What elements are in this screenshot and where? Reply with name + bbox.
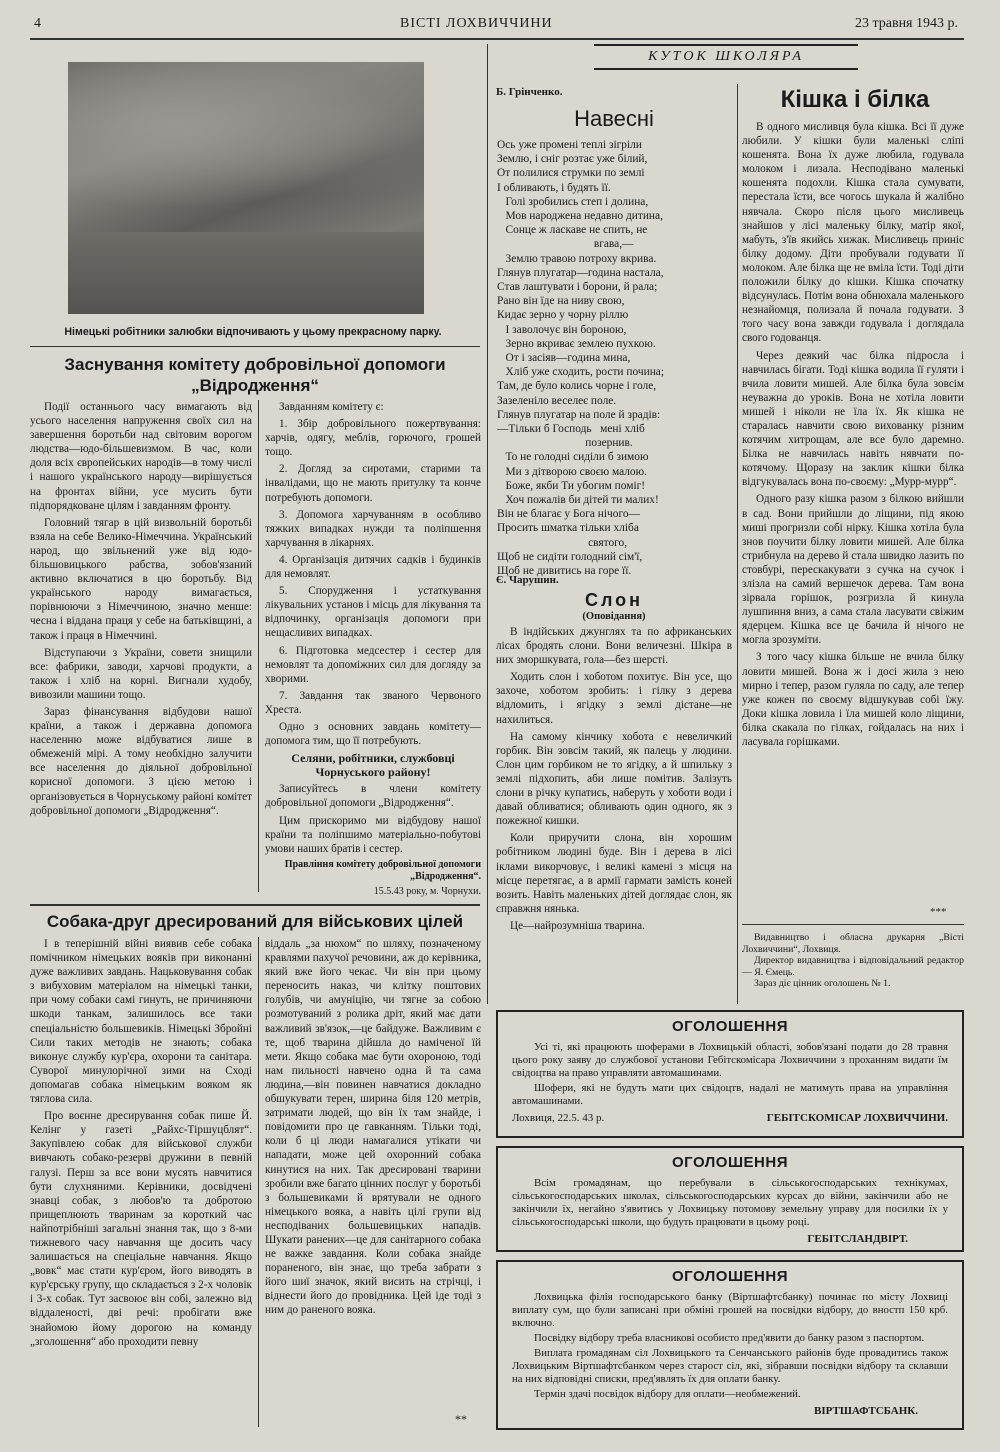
announcement-paragraph: Посвідку відбору треба власникові особисто пред'явити до банку разом з паспортом. [534,1332,925,1344]
task-item: 2. Догляд за сиротами, старими та інвалідами, що не мають притулку та конче потребують допомоги. [265,463,481,504]
poem-line: Він не благає у Бога нічого— [497,508,640,521]
poem-line: позернив. [497,437,633,450]
committee-appeal-text: Записуйтесь в члени комітету добровільної допомоги „Відродження“. [265,783,481,810]
poem-line: От і засіяв—година мина, [497,352,631,365]
poem-line: Боже, якби Ти убогим поміг! [497,479,646,492]
poem-line: Ось уже промені теплі зігріли [497,139,642,151]
committee-signature: Правління комітету добровільної допомоги „Відродження“. [284,858,481,882]
dog-paragraph: І в теперішній війні виявив себе собака помічником німецьких вояків при виконанні дуже важливих завдань. Нацьковування собак з вибуховим матеріалом на німецькі танки, при чому собаки самі гинуть, не причиняючи шкоди танкам, залишилось все таки спеціальністю большевиків. Німецькі Збройні Сили таких методів не знають; собака виконує службу кур'єра, охорони та санітара. Суворої минулорічної зими на Сході допомагав собака німецьким вояком як тяглова сила. [30,938,252,1106]
poem-line: І заволочує він бороною, [497,323,627,336]
poem-line: Кидає зерно у чорну ріллю [497,309,629,322]
announcement-signature: ВІРТШАФТСБАНК. [814,1405,918,1417]
poem-line: Хоч пожалів би дітей ти малих! [497,494,659,507]
committee-appeal: Селяни, робітники, службовці Чорнуського району! [291,751,455,780]
dog-title: Собака-друг дресирований для військових цілей [46,912,464,931]
imprint-rule [742,924,964,925]
photo-caption: Німецькі робітники залюбки відпочивають у цьому прекрасному парку. [64,326,442,338]
poem-line: Хліб уже сходить, рости починa; [497,366,665,379]
school-banner-text: КУТОК ШКОЛЯРА [648,49,804,64]
poem-line: святого, [497,536,628,549]
park-photo [68,62,424,314]
poem-line: Там, де було колись чорне і голе, [497,380,657,393]
header-rule [30,38,964,40]
poem-line: От полилися струмки по землі [497,167,645,180]
poem-line: Глянув плугатар на поле й зрадів: [497,408,661,421]
poem-line: Ми з дітворою своєю малою. [497,465,647,478]
committee-appeal-text2: Цим прискоримо ми відбудову нашої країни та поліпшимо матеріально-побутові умови наших братів і сестер. [265,814,481,855]
column-divider-main [487,44,488,1004]
committee-paragraph: Головний тягар в цій визвольній боротьбі взяла на себе Велико-Німеччина. Український народ, що звільнений уже від юдо-більшовицького рабства, зобов'язаний активно включатися в цю боротьбу. Від українського народу вимагається, порівнюючи з Німеччиною, значно менше: чесна і віддана праця у себе на батьківщині, а також і праця в Німеччині. [30,516,252,642]
announcement-title: ОГОЛОШЕННЯ [672,1268,788,1285]
committee-title: Заснування комітету добровільної допомоги [64,355,446,374]
announcement-signature: ГЕБІТСКОМІСАР ЛОХВИЧЧИНИ. [766,1112,948,1124]
photo-lawn [68,232,424,314]
announcement-footer [512,1405,948,1417]
announcement-title: ОГОЛОШЕННЯ [672,1018,788,1035]
elephant-paragraph: Ходить слон і хоботом похитує. Він усе, що захоче, хоботом зробить: і гілку з дерева відломить, і ягідку з землі дістане—не нахилиться. [496,671,732,726]
page-header [30,14,962,38]
committee-left-column [30,400,252,821]
committee-column-divider [258,400,259,892]
poem-line: Щоб не дивитись на горе її. [497,565,632,578]
dog-column-divider [258,937,259,1427]
announcement-signature: ГЕБІТСЛАНДВІРТ. [807,1233,908,1245]
newspaper-title: ВІСТІ ЛОХВИЧЧИНИ [400,16,553,31]
task-item: 1. Збір добровільного пожертвування: харчів, одягу, меблів, горючого, грошей тощо. [265,418,481,459]
elephant-body [496,625,732,936]
cat-stars: *** [930,906,947,918]
poem-line: Голі зробились степ і долина, [497,195,649,208]
task-item: 6. Підготовка медсестер і сестер для немовлят та допоміжних сил для догляду за хворими. [265,644,481,685]
poem-line: І обливають, і будять її. [497,181,611,194]
committee-closing: Одно з основних завдань комітету—допомога тим, що її потребують. [265,720,481,748]
announcement-body [512,1291,948,1401]
poem-line: Просить шматка тільки хліба [497,522,639,535]
cat-paragraph: Одного разу кішка разом з білкою вийшли в сад. Вони прийшли до ліщини, під якою миші прогризли собі нірку. Кішка хотіла була знов поучити білку ловити мишей. Але білка стрибнула на дерево й стала швидко лазить по стовбурі, перескакувати з сучка на сучок і злізла на самий вершечок дерева. Там вона зірвала горішок, розгризла й кинула лушпиння вниз, а сама стала ласувати свіжим ядерцем. Кішка все це бачила й нічого не могла зрозуміти. [742,493,964,647]
dog-right-column [265,937,481,1321]
announcement-paragraph: Виплата громадянам сіл Лохвицького та Сенчанського районів буде провадитись також Лохвицьким Віртшафтсбанком через старост сіл, які, зібравши посвідки відбору та склавши на них відповідні списки, пред'являть їх для оплати банку. [512,1347,948,1385]
cat-paragraph: З того часу кішка більше не вчила білку ловити мишей. Вона ж і досі жила з нею мирно і тепер, разом гуляла по саду, але тепер уже кожен по своєму відшукував собі їжу. Доки кішка ловила і їла мишей коло ліщини, білка скакала по гілках, гойдалась на них і ласувала горішками. [742,651,964,749]
issue-date: 23 травня 1943 р. [854,16,958,31]
poem-line: Рано він їде на ниву свою, [497,295,625,308]
poem-line: Щоб не сидіти голодний сім'ї, [497,550,643,563]
committee-bottom-rule [30,904,480,906]
poem-line: Сонце ж ласкаве не спить, не [497,224,648,237]
poem-line: —Тільки б Господь мені хліб [497,423,645,436]
poem-title: Навесні [574,106,654,131]
elephant-title: Слон [584,590,644,610]
cat-paragraph: Через деякий час білка підросла і навчилась бігати. Тоді кішка водила її гуляти і вчила ловити мишей. Але білка була зовсім неуважна до уроків. Вона не хотіла ловити мишей і ніколи не їла їх. Як кішка не старалась навчити свою вихованку різним котячим хитрощам, але все було даремно. Білка не навчилась навіть нявчати по-котячому. Щоразу на заклик кішки білка відгукувалась вона по-своєму: „Мурр-мурр“. [742,349,964,489]
committee-title-name: „Відродження“ [191,376,319,395]
poem-line: Зерно вкриває землею пухкою. [497,337,656,350]
dog-paragraph: Про воєнне дресирування собак пише Й. Келінг у газеті „Райхс-Тіршуцблят“. Закупівлею собак для військової служби вивчають собако-резерві дружини в певній галузі. Перш за все вони мусять навчитися бути слухняними. Керівники, досвідчені знавці собак, з любов'ю та добротою прищеплюють тваринам за короткий час найпотрібніші загальні знання так, що з 8-ми тижневого часу навчання ще досить часу залишається на спеціальне навчання. Якщо „вовк“ має стати кур'єром, його виводять в кур'єрську групу, що складається з 2-х чоловік і 3-х собак. Тут засвоює він собі, залежно від віддаленості, дві речі: пробігати вже знайомою йому дорогою на команду „зголошення“ або проходити певну [30,1110,252,1348]
committee-paragraph: Зараз фінансування відбудови нашої країни, а також і державна допомога населенню може відбуватися лише в обмеженій мірі. А тому необхідно залучити все населення до діяльної добровільної корисної допомоги. З цією метою і організовується в Чорнуському районі комітет добровільної допомоги „Відродження“. [30,705,252,817]
task-item: 3. Допомога харчуванням в особливо тяжких випадках нужди та поліпшення харчування в лікарнях. [265,508,481,549]
announcement-footer [512,1233,948,1245]
task-item: 4. Організація дитячих садків і будинків для немовлят. [265,553,481,581]
elephant-subtitle: (Оповідання) [582,611,646,622]
page-number: 4 [34,16,41,31]
tasks-intro: Завданням комітету є: [279,401,384,413]
poem-author: Б. Грінченко. [496,86,563,98]
dog-footer-mark: ** [455,1412,467,1426]
poem-line: Глянув плугатар—година настала, [497,266,664,279]
announcement-paragraph: Шофери, які не будуть мати цих свідоцтв, надалі не матимуть права на управління автомашинами. [512,1082,948,1107]
elephant-paragraph: В індійських джунглях та по африканських лісах бродять слони. Вони величезні. Шкіра в них зморшкувата, гола—без шерсті. [496,626,732,667]
announcement-drivers [496,1010,964,1138]
elephant-paragraph: Коли приручити слона, він хорошим робітником людині буде. Він і дерева в лісі іклами викорчовує, і великі камені з місця на місце перетягає, а в армії гармати замість коней возить. Навіть маленьких дітей доглядає слон, як справжня нянька. [496,832,732,915]
imprint-pricelist: Зараз діє цінник оголошень № 1. [754,978,891,989]
committee-right-column [265,400,481,901]
cat-paragraph: В одного мисливця була кішка. Всі її дуже любили. У кішки були маленькі сліпі кошенята. Вона їх дуже любила, годувала молоком і лизала. Несподівано маленькі кошенята подохли. Кішка стала сумувати, перестала їсти, все чогось шукала й жалібно нявчала. Скоро після цього мисливець знайшов у лісі маленьку білку, матір якої, мабуть, з'їв якийсь хижак. Мисливець приніс білку додому. Діти пробували годувати її молоком. Але білка ще не вміла їсти. Тоді діти положили білку до кішки. Кішка спочатку відсунулась. Потім вона обнюхала маленького незнайомця, полизала й почала годувати. З того часу вона завжди годувала і доглядала свого годованця. [742,121,964,345]
poem-line: Землю, і сніг розтає уже білий, [497,153,648,166]
poem-body [497,138,733,578]
imprint-editor: Директор видавництва і відповідальний редактор — Я. Ємець. [742,955,964,978]
poem-line: Мов народжена недавно дитина, [497,210,663,223]
announcement-footer [512,1112,948,1124]
announcement-title: ОГОЛОШЕННЯ [672,1154,788,1171]
cat-body [742,120,964,752]
dog-paragraph: віддаль „за нюхом“ по шляху, позначеному кравлями пахучої речовини, аж до керівника, який вже його чекає. Чи він при цьому переносить наказ, чи клітку поштових голубів, чи амуніцію, чи тягне за собою розмотуваний з ролика дріт, який має дати важливий зв'язок,—це байдуже. Важливим є те, щоб тварина дійшла до наміченої їй мети. Якщо собака має бути охороною, тоді нам пильності навчено одна й та сама людина,—він повинен навчатися докладно обшукувати терен, ширина біля 120 метрів, затримати людей, що він їх там знайде, і повідомити про це гавканням. Тільки тоді, коли б ці люди намагалися утікати чи нападати, може цей охоронний собака кинутися на них. Так дресировані тварини зробили вже багато цінних послуг у боротьбі з большевиками й врятували не одного німецького вояка, а навіть цілі групи від несподіваних большевицьких нападів. Шукати ранених—це для санітарного собака не важке завдання. Коли собака знайде пораненого, він знає, що треба забрати з його шиї значок, який висить на стрічці, і віднести його до провідника. Цей іде тоді з ним до раненого вояка. [265,938,481,1317]
school-column-divider [737,84,738,1004]
announcement-body [512,1041,948,1108]
announcement-place-date: Лохвиця, 22.5. 43 р. [512,1112,605,1124]
school-banner [594,44,858,70]
caption-rule [30,346,480,347]
dog-left-column [30,937,252,1352]
cat-title: Кішка і білка [780,86,930,113]
committee-paragraph: Відступаючи з України, совети знищили все: фабрики, заводи, харчові продукти, а також і хліб на корні. Вигнали худобу, вивозили машини тощо. [30,646,252,701]
poem-line: Зазеленіло веселеє поле. [497,394,617,407]
announcement-bank [496,1260,964,1430]
poem-line: То не голодні сиділи б зимою [497,451,649,464]
imprint [742,932,964,990]
elephant-author: Є. Чарушин. [496,574,559,586]
poem-line: Став лаштувати і борони, й рала; [497,281,658,294]
announcement-paragraph: Усі ті, які працюють шоферами в Лохвицькій області, зобов'язані подати до 28 травня цього року заяву до службової установи Гебітскомісара Лохвиччини з проханням видати їм свідоцтва на право управляти автомашинами. [512,1041,948,1079]
elephant-paragraph: На самому кінчику хобота є невеличкий горбик. Він зовсім такий, як палець у людини. Слон цим горбиком не то ягідку, а й шпильку з землі підхопить, аби лише помітив. Залізуть слони в річку купатись, наберуть у хоботи води і давай обливатися; обливають один одного, як з пожежної кишки. [496,730,732,828]
elephant-paragraph: Це—найрозумніша тварина. [510,919,645,932]
poem-line: Землю травою потроху вкрива. [497,252,657,265]
poem-line: вгава,— [497,238,634,251]
committee-signature-date: 15.5.43 року, м. Чорнухи. [373,885,481,897]
announcement-agriculture [496,1146,964,1252]
task-item: 5. Спорудження і устаткування лікувальних установ і місць для лікування та відпочинку, організація допомоги при нещасливих випадках. [265,585,481,640]
committee-paragraph: Події останнього часу вимагають від усього населення напруження своїх сил на завершення боротьби над світовим ворогом людства—юдо-більшевизмом. В час, коли доля всіх європейських народів—в тому числі і нашого українського народу—вирішується на фронтах війни, усе мусить бути підпорядковане цілям і завданням фронту. [30,401,252,512]
photo-trees [68,62,424,222]
imprint-publisher: Видавництво і обласна друкарня „Вісті Лохвиччини“, Лохвиця. [742,932,964,955]
announcement-paragraph: Лохвицька філія господарського банку (Віртшафтсбанку) починає по місту Лохвиці виплату сум, що були записані при обміні грошей на посвідки відбору, до вностп 150 крб. включно. [512,1291,948,1329]
announcement-paragraph: Термін здачі посвідок відбору для оплати—необмежений. [534,1388,801,1400]
task-item: 7. Завдання так званого Червоного Хреста. [265,689,481,716]
announcement-paragraph: Всім громадянам, що перебували в сільськогосподарських технікумах, сільськогосподарських школах, сільськогосподарських курсах до війни, закінчили або не закінчили їх, негайно з'явитись у Лохвицьку потомову земельну управу для посилки їх у сільськогосподарські школи, що будуть працювати в цьому році. [512,1177,948,1228]
announcement-body [512,1177,948,1229]
